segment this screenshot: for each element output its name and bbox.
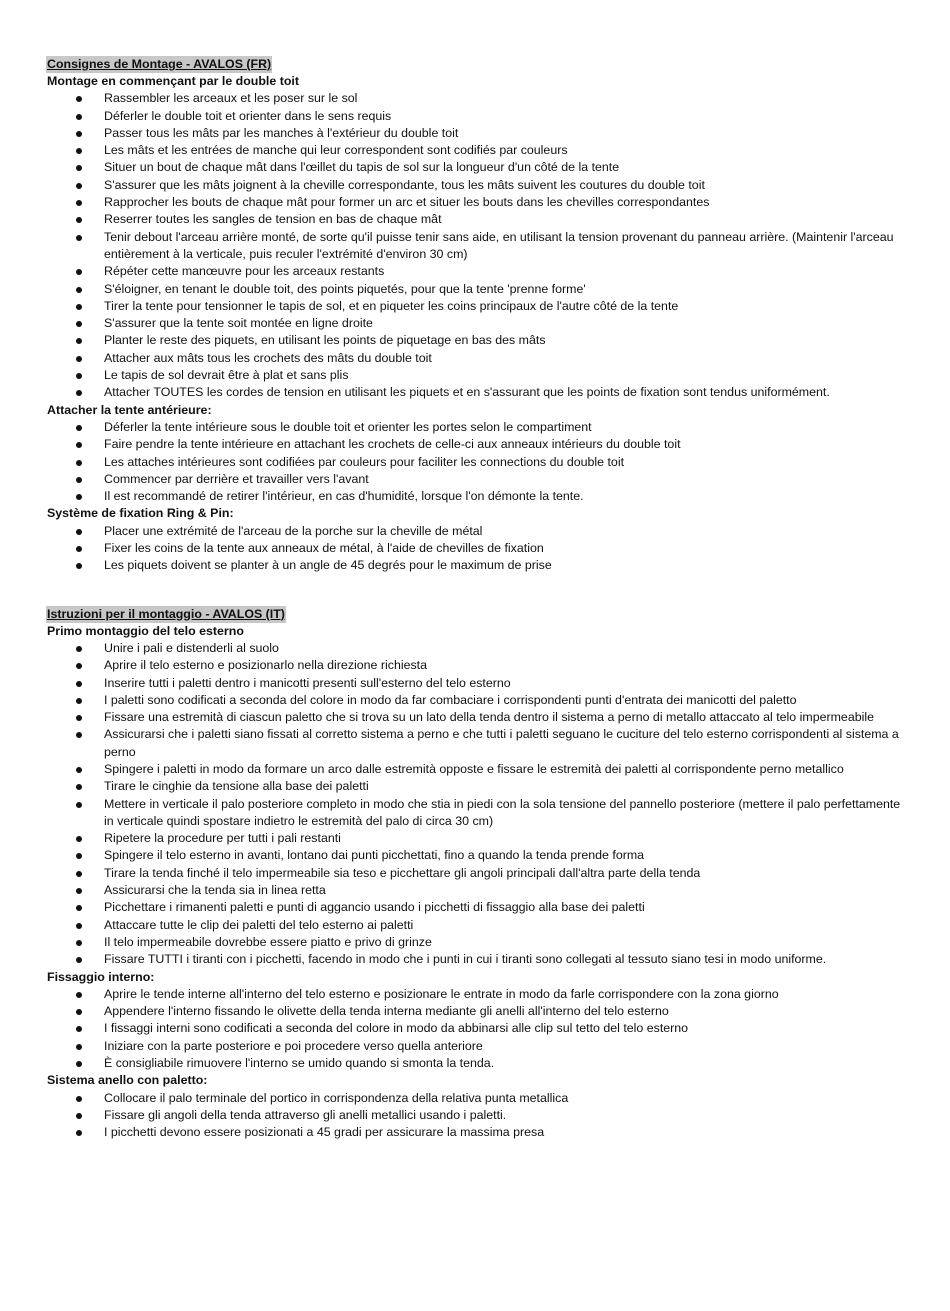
- list-item: Reserrer toutes les sangles de tension en bas de chaque mât: [47, 211, 907, 228]
- list-item: Spingere i paletti in modo da formare un arco dalle estremità opposte e fissare le estremità dei paletti al corrispondente perno metallico: [47, 761, 907, 778]
- bullet-list: [47, 523, 907, 575]
- list-item: Planter le reste des piquets, en utilisant les points de piquetage en bas des mâts: [47, 332, 907, 349]
- list-item: Tirare le cinghie da tensione alla base dei paletti: [47, 778, 907, 795]
- bullet-list: [47, 1090, 907, 1142]
- list-item: Situer un bout de chaque mât dans l'œillet du tapis de sol sur la longueur d'un côté de la tente: [47, 159, 907, 176]
- section-fr: [47, 56, 907, 575]
- list-item: Répéter cette manœuvre pour les arceaux restants: [47, 263, 907, 280]
- list-item: Attacher TOUTES les cordes de tension en utilisant les piquets et en s'assurant que les points de fixation sont tendus uniformément.: [47, 384, 907, 401]
- list-item: Déferler la tente intérieure sous le double toit et orienter les portes selon le compartiment: [47, 419, 907, 436]
- list-item: È consigliabile rimuovere l'interno se umido quando si smonta la tenda.: [47, 1055, 907, 1072]
- subsection-heading: Fissaggio interno:: [47, 969, 155, 984]
- list-item: Fissare gli angoli della tenda attraverso gli anelli metallici usando i paletti.: [47, 1107, 907, 1124]
- list-item: Rapprocher les bouts de chaque mât pour former un arc et situer les bouts dans les chevilles correspondantes: [47, 194, 907, 211]
- list-item: Commencer par derrière et travailler vers l'avant: [47, 471, 907, 488]
- list-item: Appendere l'interno fissando le olivette della tenda interna mediante gli anelli all'interno del telo esterno: [47, 1003, 907, 1020]
- list-item: Assicurarsi che i paletti siano fissati al corretto sistema a perno e che tutti i paletti seguano le cuciture del telo esterno corrispondenti al sistema a perno: [47, 726, 907, 761]
- document-page: [47, 56, 907, 1142]
- list-item: Inserire tutti i paletti dentro i manicotti presenti sull'esterno del telo esterno: [47, 675, 907, 692]
- list-item: Les mâts et les entrées de manche qui leur correspondent sont codifiés par couleurs: [47, 142, 907, 159]
- list-item: Les attaches intérieures sont codifiées par couleurs pour faciliter les connections du double toit: [47, 454, 907, 471]
- section-title: Consignes de Montage - AVALOS (FR): [47, 57, 272, 71]
- subsection-heading: Attacher la tente antérieure:: [47, 402, 212, 417]
- bullet-list: [47, 986, 907, 1072]
- bullet-list: [47, 419, 907, 505]
- section-title: Istruzioni per il montaggio - AVALOS (IT): [47, 606, 285, 621]
- list-item: Il telo impermeabile dovrebbe essere piatto e privo di grinze: [47, 934, 907, 951]
- list-item: Fissare TUTTI i tiranti con i picchetti, facendo in modo che i punti in cui i tiranti sono collegati al tessuto siano tesi in modo uniforme.: [47, 951, 907, 968]
- subsection-heading: Primo montaggio del telo esterno: [47, 623, 244, 638]
- list-item: Spingere il telo esterno in avanti, lontano dai punti picchettati, fino a quando la tenda prende forma: [47, 847, 907, 864]
- list-item: Aprire le tende interne all'interno del telo esterno e posizionare le entrate in modo da farle corrispondere con la zona giorno: [47, 986, 907, 1003]
- list-item: Aprire il telo esterno e posizionarlo nella direzione richiesta: [47, 657, 907, 674]
- subsection-heading: Sistema anello con paletto:: [47, 1073, 208, 1088]
- section-it: [47, 606, 907, 1142]
- list-item: S'assurer que les mâts joignent à la cheville correspondante, tous les mâts suivent les coutures du double toit: [47, 177, 907, 194]
- list-item: S'éloigner, en tenant le double toit, des points piquetés, pour que la tente 'prenne forme': [47, 281, 907, 298]
- list-item: Mettere in verticale il palo posteriore completo in modo che stia in piedi con la sola tensione del pannello posteriore (mettere il palo perfettamente in verticale quindi spostare indietro le estremità del palo di circa 30 cm): [47, 796, 907, 831]
- list-item: Ripetere la procedure per tutti i pali restanti: [47, 830, 907, 847]
- subsection-heading: Montage en commençant par le double toit: [47, 74, 299, 88]
- list-item: S'assurer que la tente soit montée en ligne droite: [47, 315, 907, 332]
- list-item: Tenir debout l'arceau arrière monté, de sorte qu'il puisse tenir sans aide, en utilisant la tension provenant du panneau arrière. (Maintenir l'arceau entièrement à la verticale, puis reculer l'extrémité d'environ 30 cm): [47, 229, 907, 264]
- list-item: Unire i pali e distenderli al suolo: [47, 640, 907, 657]
- list-item: Le tapis de sol devrait être à plat et sans plis: [47, 367, 907, 384]
- list-item: I fissaggi interni sono codificati a seconda del colore in modo da abbinarsi alle clip sul tetto del telo esterno: [47, 1020, 907, 1037]
- list-item: I paletti sono codificati a seconda del colore in modo da far combaciare i corrispondenti punti d'entrata dei manicotti del paletto: [47, 692, 907, 709]
- subsection-heading: Système de fixation Ring & Pin:: [47, 506, 234, 521]
- list-item: Passer tous les mâts par les manches à l'extérieur du double toit: [47, 125, 907, 142]
- list-item: Attacher aux mâts tous les crochets des mâts du double toit: [47, 350, 907, 367]
- list-item: Déferler le double toit et orienter dans le sens requis: [47, 108, 907, 125]
- list-item: Rassembler les arceaux et les poser sur le sol: [47, 90, 907, 107]
- list-item: Placer une extrémité de l'arceau de la porche sur la cheville de métal: [47, 523, 907, 540]
- list-item: Attaccare tutte le clip dei paletti del telo esterno ai paletti: [47, 917, 907, 934]
- list-item: Il est recommandé de retirer l'intérieur, en cas d'humidité, lorsque l'on démonte la tente.: [47, 488, 907, 505]
- list-item: Les piquets doivent se planter à un angle de 45 degrés pour le maximum de prise: [47, 557, 907, 574]
- list-item: Iniziare con la parte posteriore e poi procedere verso quella anteriore: [47, 1038, 907, 1055]
- list-item: Collocare il palo terminale del portico in corrispondenza della relativa punta metallica: [47, 1090, 907, 1107]
- list-item: Fixer les coins de la tente aux anneaux de métal, à l'aide de chevilles de fixation: [47, 540, 907, 557]
- list-item: Faire pendre la tente intérieure en attachant les crochets de celle-ci aux anneaux intérieurs du double toit: [47, 436, 907, 453]
- list-item: Tirare la tenda finché il telo impermeabile sia teso e picchettare gli angoli principali dall'altra parte della tenda: [47, 865, 907, 882]
- list-item: Picchettare i rimanenti paletti e punti di aggancio usando i picchetti di fissaggio alla base dei paletti: [47, 899, 907, 916]
- bullet-list: [47, 640, 907, 969]
- list-item: Fissare una estremità di ciascun paletto che si trova su un lato della tenda dentro il sistema a perno di metallo attaccato al telo impermeabile: [47, 709, 907, 726]
- list-item: Tirer la tente pour tensionner le tapis de sol, et en piqueter les coins principaux de l'autre côté de la tente: [47, 298, 907, 315]
- list-item: Assicurarsi che la tenda sia in linea retta: [47, 882, 907, 899]
- bullet-list: [47, 90, 907, 401]
- list-item: I picchetti devono essere posizionati a 45 gradi per assicurare la massima presa: [47, 1124, 907, 1141]
